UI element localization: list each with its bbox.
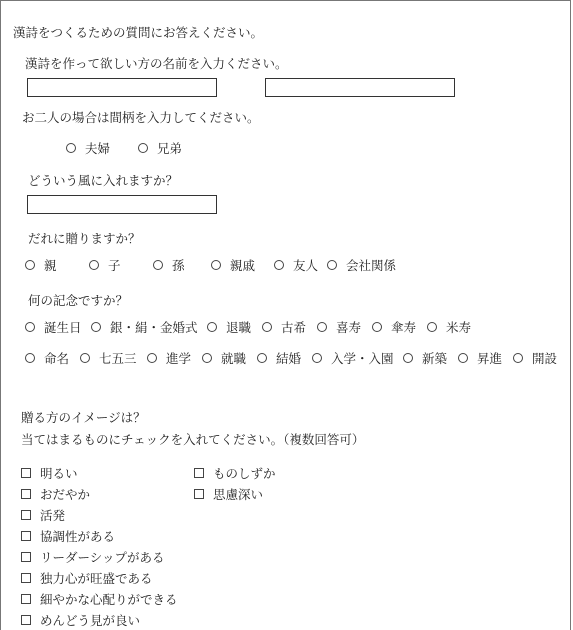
radio-icon — [312, 353, 322, 363]
radio-label: 銀・絹・金婚式 — [110, 320, 198, 335]
checkbox-label: おだやか — [40, 487, 91, 502]
radio-occasion-new-house[interactable] — [403, 349, 447, 367]
checkbox-icon — [21, 510, 31, 520]
radio-label: 誕生日 — [44, 320, 82, 335]
radio-label: 進学 — [166, 351, 192, 366]
radio-recipient-child[interactable] — [89, 256, 121, 274]
radio-label: 古希 — [281, 320, 307, 335]
checkbox-label: 独力心が旺盛である — [40, 571, 153, 586]
checkbox-trait-active[interactable] — [21, 506, 65, 524]
radio-label: 退職 — [226, 320, 252, 335]
radio-label: 夫婦 — [85, 141, 111, 156]
radio-label: 七五三 — [99, 351, 137, 366]
radio-occasion-advancement[interactable] — [147, 349, 191, 367]
radio-label: 友人 — [293, 258, 319, 273]
recipient-prompt: だれに贈りますか？ — [28, 231, 141, 246]
radio-label: 会社関係 — [346, 258, 397, 273]
radio-recipient-parent[interactable] — [25, 256, 57, 274]
checkbox-trait-cooperative[interactable] — [21, 527, 115, 545]
radio-label: 開設 — [532, 351, 558, 366]
relation-prompt: お二人の場合は間柄を入力してください。 — [22, 110, 260, 125]
radio-icon — [257, 353, 267, 363]
radio-label: 就職 — [221, 351, 247, 366]
radio-icon — [327, 260, 337, 270]
style-prompt: どういう風に入れますか？ — [28, 173, 179, 188]
name-input-2[interactable] — [265, 78, 455, 97]
radio-label: 子 — [108, 258, 121, 273]
image-prompt: 贈る方のイメージは？ — [21, 410, 146, 425]
image-instruction: 当てはまるものにチェックを入れてください。（複数回答可） — [21, 432, 365, 447]
checkbox-label: 思慮深い — [213, 487, 264, 502]
name-prompt: 漢詩を作って欲しい方の名前を入力ください。 — [25, 56, 288, 71]
radio-icon — [91, 322, 101, 332]
checkbox-label: 協調性がある — [40, 529, 116, 544]
radio-label: 親 — [44, 258, 57, 273]
radio-icon — [427, 322, 437, 332]
style-input[interactable] — [27, 195, 217, 214]
checkbox-label: 明るい — [40, 466, 78, 481]
radio-icon — [403, 353, 413, 363]
intro-text: 漢詩をつくるための質問にお答えください。 — [13, 25, 264, 40]
radio-relation-spouse[interactable] — [66, 139, 110, 157]
radio-label: 新築 — [422, 351, 448, 366]
radio-label: 孫 — [172, 258, 185, 273]
radio-icon — [89, 260, 99, 270]
checkbox-label: リーダーシップがある — [40, 550, 165, 565]
checkbox-trait-caring[interactable] — [21, 611, 140, 629]
radio-label: 親戚 — [230, 258, 256, 273]
checkbox-trait-calm[interactable] — [21, 485, 90, 503]
radio-icon — [25, 353, 35, 363]
checkbox-label: めんどう見が良い — [40, 613, 141, 628]
checkbox-icon — [21, 489, 31, 499]
name-input-1[interactable] — [27, 78, 217, 97]
checkbox-trait-independent[interactable] — [21, 569, 153, 587]
radio-recipient-relative[interactable] — [211, 256, 255, 274]
checkbox-trait-bright[interactable] — [21, 464, 78, 482]
radio-icon — [138, 143, 148, 153]
occasion-prompt: 何の記念ですか？ — [28, 293, 129, 308]
radio-occasion-birthday[interactable] — [25, 318, 82, 336]
radio-occasion-koki[interactable] — [262, 318, 306, 336]
checkbox-icon — [21, 552, 31, 562]
checkbox-label: ものしずか — [213, 466, 276, 481]
radio-recipient-grandchild[interactable] — [153, 256, 185, 274]
radio-icon — [207, 322, 217, 332]
radio-icon — [211, 260, 221, 270]
checkbox-icon — [21, 468, 31, 478]
checkbox-icon — [21, 615, 31, 625]
radio-label: 昇進 — [477, 351, 503, 366]
checkbox-icon — [194, 489, 204, 499]
radio-occasion-promotion[interactable] — [458, 349, 502, 367]
radio-icon — [25, 260, 35, 270]
checkbox-icon — [21, 531, 31, 541]
radio-label: 傘寿 — [391, 320, 417, 335]
radio-label: 米寿 — [446, 320, 472, 335]
checkbox-trait-considerate[interactable] — [21, 590, 178, 608]
radio-icon — [25, 322, 35, 332]
radio-label: 兄弟 — [157, 141, 183, 156]
radio-recipient-friend[interactable] — [274, 256, 318, 274]
radio-label: 喜寿 — [336, 320, 362, 335]
checkbox-trait-leadership[interactable] — [21, 548, 165, 566]
radio-icon — [274, 260, 284, 270]
radio-occasion-sanju[interactable] — [372, 318, 416, 336]
radio-occasion-retirement[interactable] — [207, 318, 251, 336]
radio-occasion-employment[interactable] — [202, 349, 246, 367]
radio-label: 入学・入園 — [331, 351, 394, 366]
radio-icon — [262, 322, 272, 332]
checkbox-icon — [194, 468, 204, 478]
checkbox-icon — [21, 594, 31, 604]
radio-icon — [147, 353, 157, 363]
radio-label: 結婚 — [276, 351, 302, 366]
radio-occasion-shichigosan[interactable] — [80, 349, 137, 367]
radio-occasion-enrollment[interactable] — [312, 349, 394, 367]
radio-occasion-naming[interactable] — [25, 349, 69, 367]
checkbox-label: 活発 — [40, 508, 66, 523]
checkbox-label: 細やかな心配りができる — [40, 592, 178, 607]
radio-icon — [458, 353, 468, 363]
radio-icon — [317, 322, 327, 332]
radio-occasion-anniversary[interactable] — [91, 318, 198, 336]
radio-icon — [513, 353, 523, 363]
checkbox-trait-quiet[interactable] — [194, 464, 276, 482]
radio-icon — [372, 322, 382, 332]
radio-icon — [153, 260, 163, 270]
radio-occasion-kiju[interactable] — [317, 318, 361, 336]
checkbox-trait-thoughtful[interactable] — [194, 485, 263, 503]
radio-icon — [66, 143, 76, 153]
radio-label: 命名 — [44, 351, 70, 366]
radio-icon — [202, 353, 212, 363]
radio-occasion-opening[interactable] — [513, 349, 557, 367]
checkbox-icon — [21, 573, 31, 583]
radio-icon — [80, 353, 90, 363]
radio-occasion-beiju[interactable] — [427, 318, 471, 336]
radio-recipient-company[interactable] — [327, 256, 396, 274]
radio-occasion-wedding[interactable] — [257, 349, 301, 367]
radio-relation-sibling[interactable] — [138, 139, 182, 157]
